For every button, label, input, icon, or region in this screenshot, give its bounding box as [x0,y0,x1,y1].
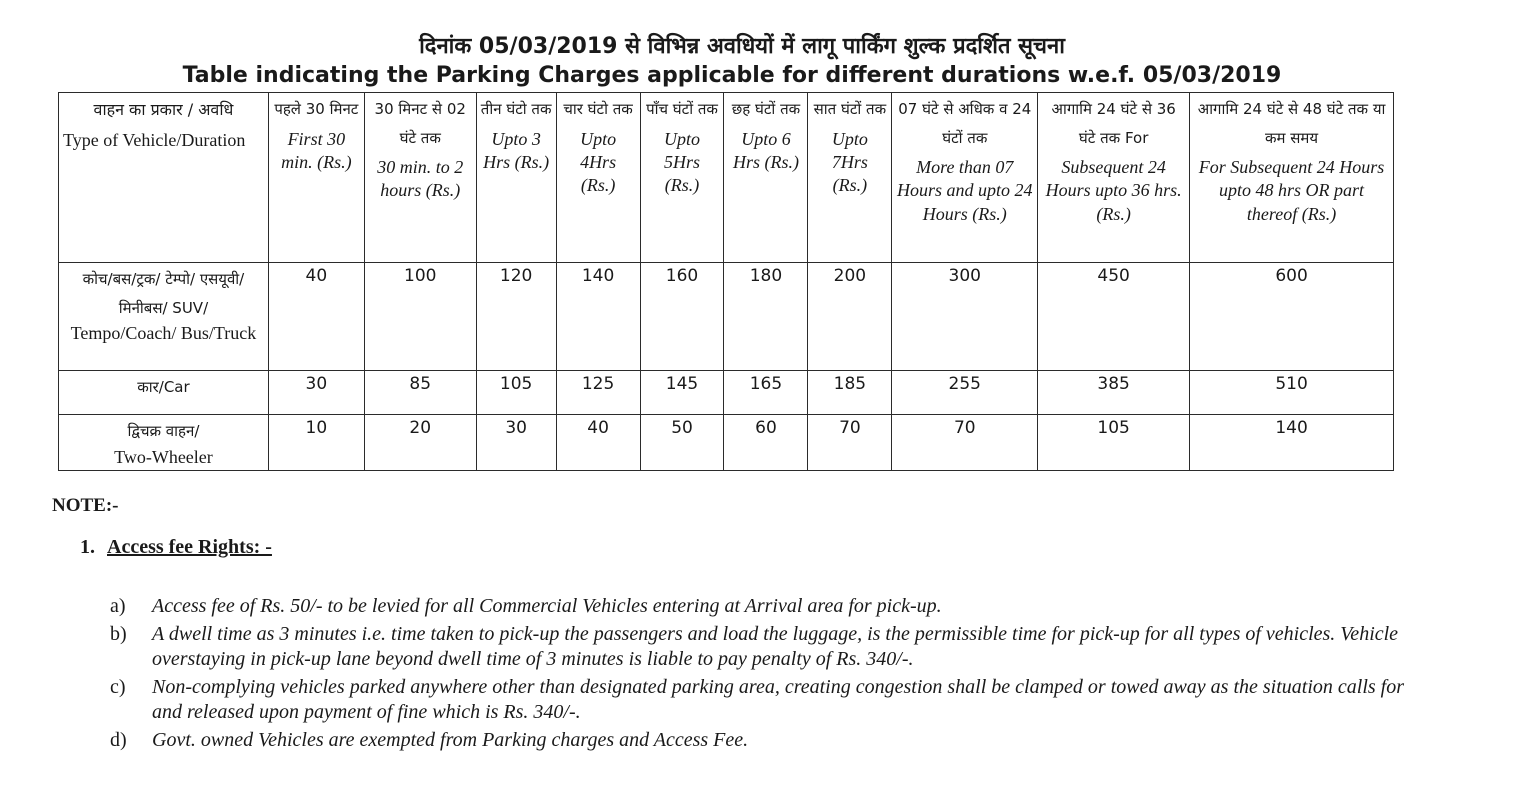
list-text: Govt. owned Vehicles are exempted from Parking charges and Access Fee. [152,728,749,751]
list-text: Non-complying vehicles parked anywhere other than designated parking area, creating congestion shall be clamped or towed away as the situation calls for and released upon payment of fine which is Rs. 340/-. [152,675,1405,724]
rate-cell: 145 [640,371,724,415]
list-text: Access fee of Rs. 50/- to be levied for all Commercial Vehicles entering at Arrival area for pick-up. [152,595,942,617]
rate-cell: 20 [364,415,476,471]
rate-cell: 160 [640,263,724,371]
col-header-upto-6-hrs: छह घंटों तक Upto 6 Hrs (Rs.) [724,93,808,263]
list-marker: a) [110,595,126,617]
list-item [110,728,1430,754]
note-label: NOTE:- [52,495,119,516]
col-header-upto-5-hrs: पाँच घंटों तक Upto 5Hrs (Rs.) [640,93,724,263]
rate-cell: 600 [1190,263,1394,371]
table-row [59,371,1394,415]
list-marker: d) [110,728,127,751]
rate-cell: 85 [364,371,476,415]
list-marker: b) [110,622,127,645]
list-text: A dwell time as 3 minutes i.e. time taken to pick-up the passengers and load the luggage, is the permissible time for pick-up for all types of vehicles. Vehicle overstaying in pick-up lane beyond dwell time of 3 minutes is liable to pay penalty of Rs. 340/-. [152,622,1399,671]
rate-cell: 125 [556,371,640,415]
rate-cell: 510 [1190,371,1394,415]
rate-cell: 200 [808,263,892,371]
page-title-english: Table indicating the Parking Charges applicable for different durations w.e.f. 05/03/2019 [182,63,1282,88]
rate-cell: 40 [556,415,640,471]
rate-cell: 70 [808,415,892,471]
rate-cell: 185 [808,371,892,415]
rate-cell: 105 [1038,415,1190,471]
col-header-7-to-24-hours: 07 घंटे से अधिक व 24 घंटों तक More than 07 Hours and upto 24 Hours (Rs.) [892,93,1038,263]
parking-charges-table [58,92,1394,471]
table-row [59,415,1394,471]
table-header-row [59,93,1394,263]
col-header-30-min-to-2-hours: 30 मिनट से 02 घंटे तक 30 min. to 2 hours (Rs.) [364,93,476,263]
rate-cell: 140 [556,263,640,371]
rate-cell: 100 [364,263,476,371]
rate-cell: 70 [892,415,1038,471]
table-row [59,263,1394,371]
rate-cell: 30 [476,415,556,471]
rate-cell: 10 [268,415,364,471]
col-header-upto-3-hrs: तीन घंटो तक Upto 3 Hrs (Rs.) [476,93,556,263]
col-header-first-30-min: पहले 30 मिनट First 30 min. (Rs.) [268,93,364,263]
vehicle-type-cell: द्विचक्र वाहन/ Two-Wheeler [59,415,269,471]
col-header-upto-7-hrs: सात घंटों तक Upto 7Hrs (Rs.) [808,93,892,263]
rate-cell: 120 [476,263,556,371]
section-title: Access fee Rights: - [107,536,272,558]
rate-cell: 140 [1190,415,1394,471]
rate-cell: 50 [640,415,724,471]
rate-cell: 385 [1038,371,1190,415]
vehicle-type-cell: कार/Car [59,371,269,415]
rate-cell: 255 [892,371,1038,415]
col-header-24-to-36-hours: आगामि 24 घंटे से 36 घंटे तक For Subsequent 24 Hours upto 36 hrs. (Rs.) [1038,93,1190,263]
section-heading [80,536,272,559]
list-item [110,594,1430,620]
list-item [110,622,1430,673]
vehicle-type-cell: कोच/बस/ट्रक/ टेम्पो/ एसयूवी/ मिनीबस/ SUV/ Tempo/Coach/ Bus/Truck [59,263,269,371]
col-header-24-to-48-hours: आगामि 24 घंटे से 48 घंटे तक या कम समय For Subsequent 24 Hours upto 48 hrs OR part thereof (Rs.) [1190,93,1394,263]
list-item [110,675,1430,726]
rate-cell: 450 [1038,263,1190,371]
rate-cell: 40 [268,263,364,371]
list-marker: c) [110,675,126,698]
rate-cell: 180 [724,263,808,371]
rate-cell: 300 [892,263,1038,371]
rate-cell: 165 [724,371,808,415]
rate-cell: 30 [268,371,364,415]
rate-cell: 60 [724,415,808,471]
section-number: 1. [80,536,95,558]
notes-list [110,594,1430,756]
rate-cell: 105 [476,371,556,415]
col-header-upto-4-hrs: चार घंटो तक Upto 4Hrs (Rs.) [556,93,640,263]
page-title-hindi: दिनांक 05/03/2019 से विभिन्न अवधियों में लागू पार्किंग शुल्क प्रदर्शित सूचना [419,34,1065,59]
col-header-vehicle-type: वाहन का प्रकार / अवधि Type of Vehicle/Duration [59,93,269,263]
